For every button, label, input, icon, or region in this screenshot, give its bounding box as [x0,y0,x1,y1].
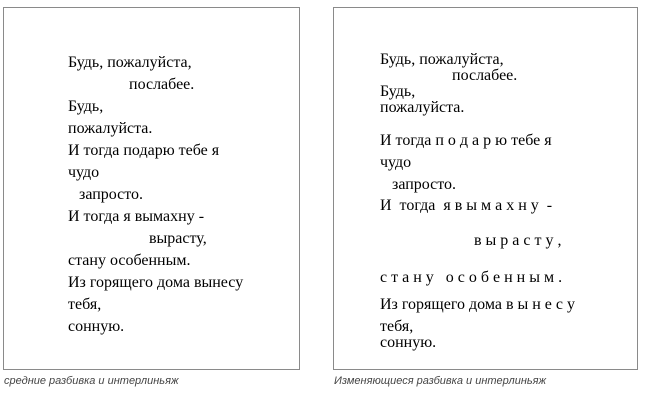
poem-line: запросто. [392,176,457,193]
poem-line: Будь, [380,83,416,100]
left-panel-caption: средние разбивка и интерлиньяж [4,375,179,387]
poem-line: И тогда п о д а р ю тебе я [380,132,552,149]
poem-line: Будь, пожалуйста, [380,51,504,68]
poem-line: И тогда я вымахну - [68,208,205,225]
poem-line: Из горящего дома вынесу [68,274,244,291]
poem-line: с т а н у о с о б е н н ы м . [380,269,563,286]
poem-line: Будь, [68,98,104,115]
poem-line: сонную. [68,318,125,335]
poem-line: И тогда я в ы м а х н у - [380,197,553,214]
poem-line: чудо [380,154,412,171]
poem-line: послабее. [452,67,518,84]
poem-line: Из горящего дома в ы н е с у [380,296,576,313]
poem-line: послабее. [129,76,195,93]
poem-line: в ы р а с т у , [474,232,562,249]
poem-line: сонную. [380,334,437,351]
poem-line: чудо [68,164,100,181]
left-poem-panel [3,7,300,370]
poem-line: пожалуйста. [380,99,465,116]
poem-line: Будь, пожалуйста, [68,54,192,71]
poem-line: запросто. [79,186,144,203]
right-poem-panel [333,7,638,370]
poem-line: тебя, [380,318,414,335]
right-panel-caption: Изменяющиеся разбивка и интерлиньяж [334,375,547,387]
poem-line: тебя, [68,296,102,313]
poem-line: вырасту, [149,230,207,247]
poem-line: пожалуйста. [68,120,153,137]
poem-line: И тогда подарю тебе я [68,142,220,159]
poem-line: стану особенным. [68,252,191,269]
